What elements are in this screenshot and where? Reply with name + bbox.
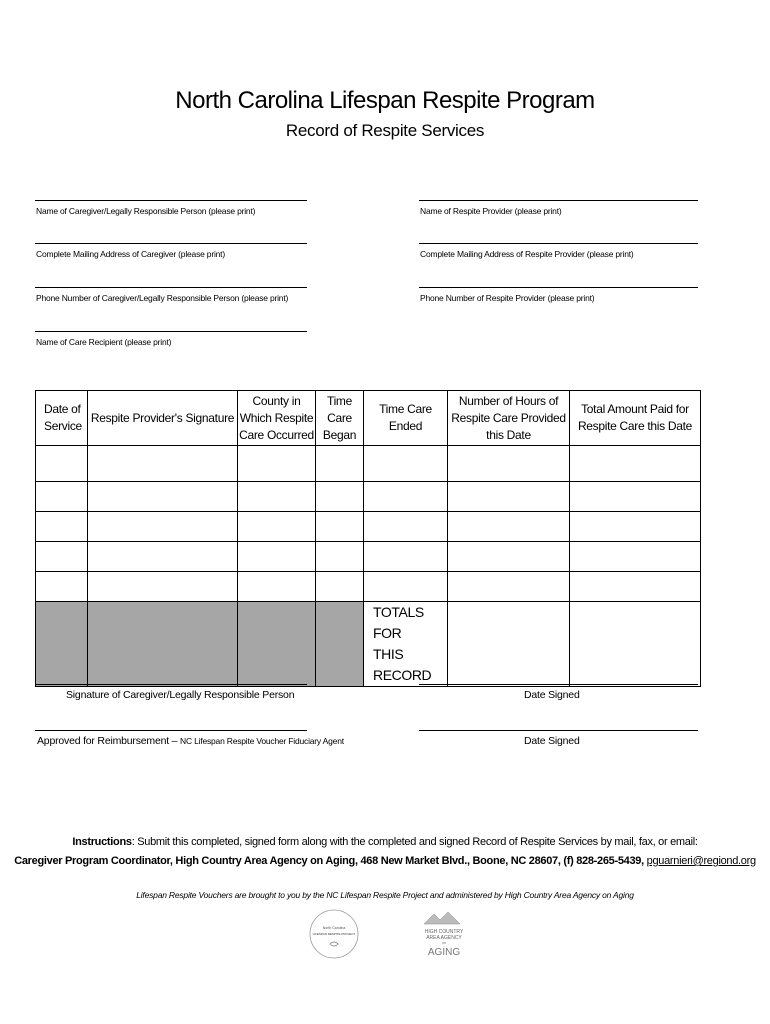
table-cell[interactable] <box>364 572 448 602</box>
contact-info: Caregiver Program Coordinator, High Country Area Agency on Aging, 468 New Market Blvd., Boone, NC 28607, (f) 828-265-5439, <box>14 855 644 867</box>
col-time-ended: Time Care Ended <box>364 391 448 446</box>
table-cell[interactable] <box>448 512 570 542</box>
care-recipient-label: Name of Care Recipient (please print) <box>36 337 172 347</box>
table-cell[interactable] <box>316 512 364 542</box>
svg-text:North Carolina: North Carolina <box>322 926 346 930</box>
table-header-row <box>36 391 701 446</box>
col-total-paid: Total Amount Paid for Respite Care this Date <box>570 391 701 446</box>
shaded-cell <box>88 602 238 687</box>
provider-phone-label: Phone Number of Respite Provider (please print) <box>420 293 595 303</box>
table-cell[interactable] <box>88 446 238 482</box>
table-cell[interactable] <box>238 482 316 512</box>
table-cell[interactable] <box>88 512 238 542</box>
table-cell[interactable] <box>88 572 238 602</box>
caregiver-signature-line[interactable] <box>35 684 307 685</box>
table-cell[interactable] <box>316 446 364 482</box>
approval-label: Approved for Reimbursement – NC Lifespan Respite Voucher Fiduciary Agent <box>37 735 344 747</box>
table-cell[interactable] <box>448 572 570 602</box>
date-signed-line-1[interactable] <box>419 684 698 685</box>
caregiver-phone-line[interactable] <box>35 287 307 288</box>
table-cell[interactable] <box>36 446 88 482</box>
svg-text:LIFESPAN RESPITE PROJECT: LIFESPAN RESPITE PROJECT <box>312 932 356 936</box>
total-hours-cell[interactable] <box>448 602 570 687</box>
table-row <box>36 482 701 512</box>
care-recipient-line[interactable] <box>35 331 307 332</box>
table-row <box>36 446 701 482</box>
shaded-cell <box>316 602 364 687</box>
provider-phone-line[interactable] <box>419 287 698 288</box>
svg-text:AGING: AGING <box>427 947 461 958</box>
col-hours: Number of Hours of Respite Care Provided this Date <box>448 391 570 446</box>
table-cell[interactable] <box>570 572 701 602</box>
caregiver-signature-label: Signature of Caregiver/Legally Responsible Person <box>66 689 295 701</box>
lifespan-respite-logo <box>308 908 360 960</box>
table-cell[interactable] <box>36 512 88 542</box>
table-cell[interactable] <box>36 572 88 602</box>
table-cell[interactable] <box>88 482 238 512</box>
table-cell[interactable] <box>570 446 701 482</box>
totals-row <box>36 602 701 687</box>
date-signed-label-1: Date Signed <box>524 689 580 701</box>
instructions-label: Instructions <box>72 836 132 848</box>
table-cell[interactable] <box>364 482 448 512</box>
table-cell[interactable] <box>316 542 364 572</box>
table-cell[interactable] <box>570 482 701 512</box>
form-subtitle: Record of Respite Services <box>285 121 485 140</box>
date-signed-line-2[interactable] <box>419 730 698 731</box>
table-cell[interactable] <box>36 542 88 572</box>
date-signed-label-2: Date Signed <box>524 735 580 747</box>
table-cell[interactable] <box>448 542 570 572</box>
table-cell[interactable] <box>238 512 316 542</box>
high-country-aging-logo <box>420 908 468 966</box>
instructions-block <box>0 833 770 871</box>
provider-name-line[interactable] <box>419 200 698 201</box>
provider-address-line[interactable] <box>419 243 698 244</box>
col-county: County in Which Respite Care Occurred <box>238 391 316 446</box>
table-row <box>36 542 701 572</box>
caregiver-phone-label: Phone Number of Caregiver/Legally Responsible Person (please print) <box>36 293 289 303</box>
caregiver-address-line[interactable] <box>35 243 307 244</box>
caregiver-address-label: Complete Mailing Address of Caregiver (please print) <box>36 249 225 259</box>
table-cell[interactable] <box>570 512 701 542</box>
table-cell[interactable] <box>448 446 570 482</box>
table-cell[interactable] <box>88 542 238 572</box>
table-cell[interactable] <box>364 446 448 482</box>
caregiver-name-label: Name of Caregiver/Legally Responsible Person (please print) <box>36 206 256 216</box>
table-cell[interactable] <box>316 572 364 602</box>
provider-address-label: Complete Mailing Address of Respite Provider (please print) <box>420 249 634 259</box>
col-time-began: Time Care Began <box>316 391 364 446</box>
instructions-text: : Submit this completed, signed form along with the completed and signed Record of Respite Services by mail, fax, or email: <box>131 836 698 848</box>
table-cell[interactable] <box>364 512 448 542</box>
table-cell[interactable] <box>570 542 701 572</box>
total-amount-cell[interactable] <box>570 602 701 687</box>
table-cell[interactable] <box>364 542 448 572</box>
table-cell[interactable] <box>238 572 316 602</box>
caregiver-name-line[interactable] <box>35 200 307 201</box>
services-table <box>35 390 701 687</box>
form-title: North Carolina Lifespan Respite Program <box>175 87 595 114</box>
provider-name-label: Name of Respite Provider (please print) <box>420 206 562 216</box>
svg-text:AREA AGENCY: AREA AGENCY <box>426 935 462 941</box>
email-link[interactable]: pguarnieri@regiond.org <box>646 855 756 867</box>
col-date-of-service: Date of Service <box>36 391 88 446</box>
table-row <box>36 512 701 542</box>
table-cell[interactable] <box>448 482 570 512</box>
approval-sublabel: NC Lifespan Respite Voucher Fiduciary Agent <box>180 736 344 746</box>
credit-line: Lifespan Respite Vouchers are brought to you by the NC Lifespan Respite Project and administered by High Country Area Agency on Aging <box>136 890 634 900</box>
table-cell[interactable] <box>316 482 364 512</box>
svg-text:on: on <box>442 940 446 945</box>
table-cell[interactable] <box>238 446 316 482</box>
table-row <box>36 572 701 602</box>
table-cell[interactable] <box>238 542 316 572</box>
approval-signature-line[interactable] <box>35 730 307 731</box>
shaded-cell <box>238 602 316 687</box>
col-provider-signature: Respite Provider's Signature <box>88 391 238 446</box>
svg-text:HIGH COUNTRY: HIGH COUNTRY <box>424 929 464 935</box>
shaded-cell <box>36 602 88 687</box>
totals-label: TOTALS FOR THIS RECORD <box>364 602 448 687</box>
table-cell[interactable] <box>36 482 88 512</box>
